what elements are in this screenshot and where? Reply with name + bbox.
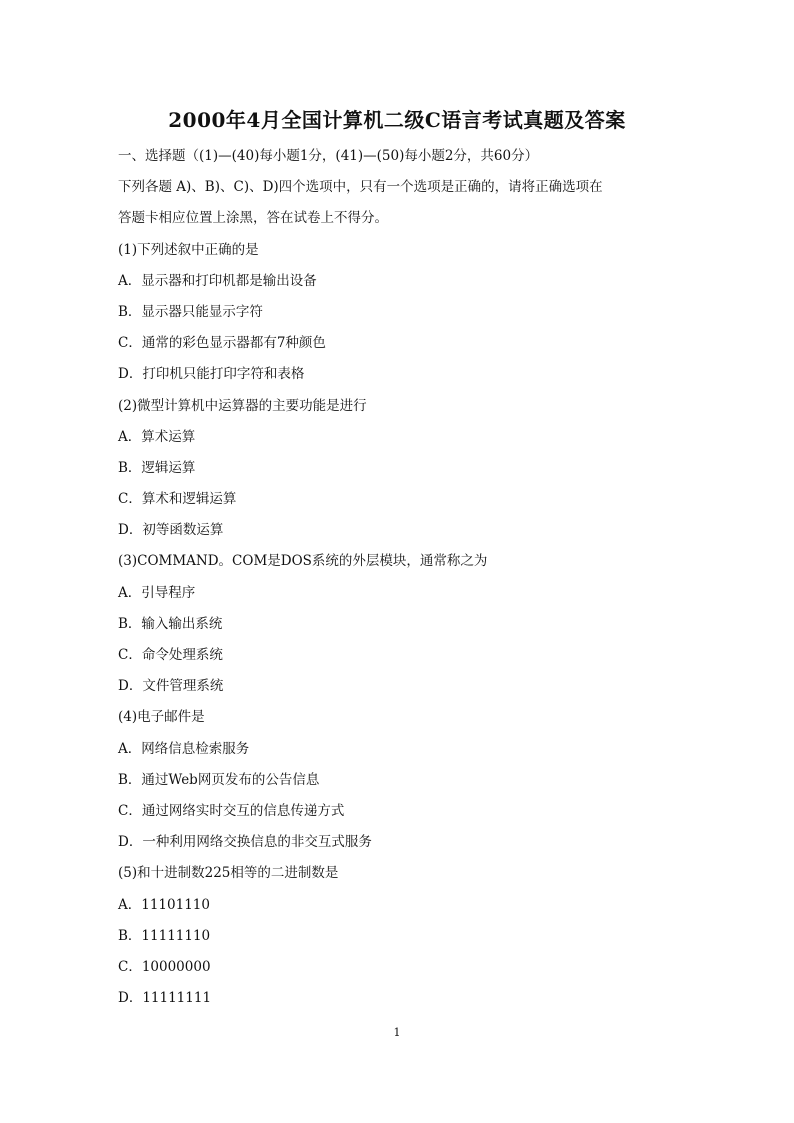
question-3-option-c: C．命令处理系统 xyxy=(118,647,223,663)
question-4-option-a: A．网络信息检索服务 xyxy=(118,740,250,757)
question-5: (5)和十进制数225相等的二进制数是 xyxy=(118,865,339,882)
document-body xyxy=(118,146,678,1019)
question-3-option-d: D．文件管理系统 xyxy=(118,678,224,695)
question-5-option-b: B．11111110 xyxy=(118,927,211,944)
question-3-option-a: A．引导程序 xyxy=(118,584,196,601)
question-4-option-d: D．一种利用网络交换信息的非交互式服务 xyxy=(118,834,372,851)
question-2-option-c: C．算术和逻辑运算 xyxy=(118,491,237,508)
question-3-option-b: B．输入输出系统 xyxy=(118,615,223,632)
question-3: (3)COMMAND。COM是DOS系统的外层模块，通常称之为 xyxy=(118,553,488,570)
question-4-option-b: B．通过Web网页发布的公告信息 xyxy=(118,771,320,788)
instruction-line-2: 答题卡相应位置上涂黑，答在试卷上不得分。 xyxy=(118,210,388,227)
question-1-option-d: D．打印机只能打印字符和表格 xyxy=(118,366,305,383)
question-2-option-a: A．算术运算 xyxy=(118,428,196,445)
question-4: (4)电子邮件是 xyxy=(118,709,205,726)
page-number: 1 xyxy=(393,1026,401,1039)
question-5-option-a: A．11101110 xyxy=(118,896,210,913)
question-2-option-d: D．初等函数运算 xyxy=(118,522,224,539)
question-1-option-b: B．显示器只能显示字符 xyxy=(118,303,263,320)
document-title: 2000年4月全国计算机二级C语言考试真题及答案 xyxy=(168,108,626,132)
question-1-option-a: A．显示器和打印机都是输出设备 xyxy=(118,272,317,289)
question-2-option-b: B．逻辑运算 xyxy=(118,459,196,476)
question-4-option-c: C．通过网络实时交互的信息传递方式 xyxy=(118,802,345,819)
question-2: (2)微型计算机中运算器的主要功能是进行 xyxy=(118,397,367,414)
instruction-line-1: 下列各题 A)、B)、C)、D)四个选项中，只有一个选项是正确的，请将正确选项在 xyxy=(118,179,603,196)
question-1: (1)下列述叙中正确的是 xyxy=(118,241,259,258)
section-heading: 一、选择题（(1)—(40)每小题1分，(41)—(50)每小题2分，共60分） xyxy=(118,148,539,164)
question-5-option-d: D．11111111 xyxy=(118,990,212,1007)
question-5-option-c: C．10000000 xyxy=(118,958,211,975)
question-1-option-c: C．通常的彩色显示器都有7种颜色 xyxy=(118,335,326,352)
